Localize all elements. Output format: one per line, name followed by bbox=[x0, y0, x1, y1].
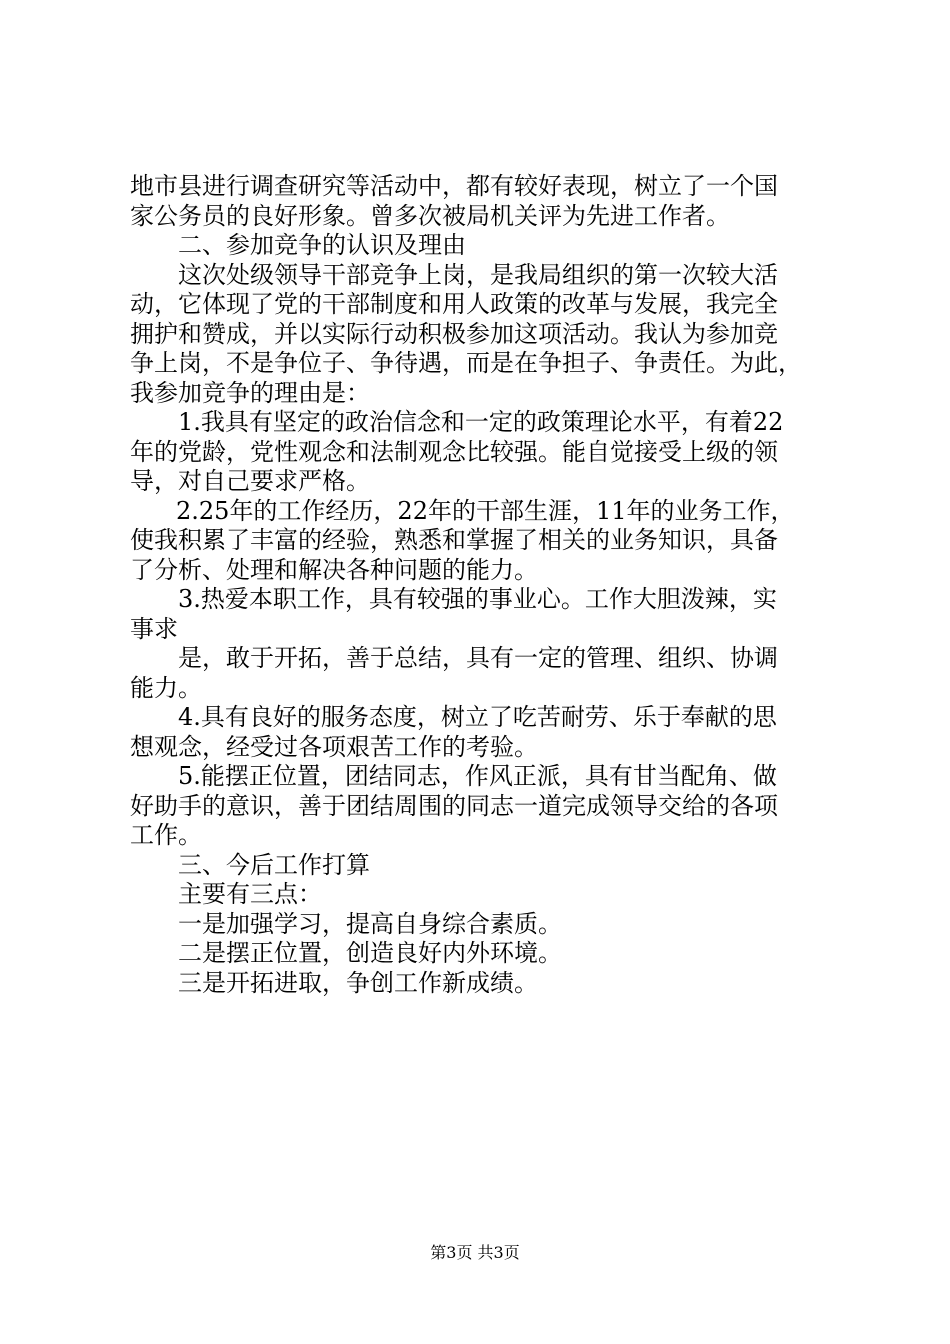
page-footer bbox=[0, 1243, 950, 1263]
plan-item: 二是摆正位置，创造良好内外环境。 bbox=[178, 939, 562, 967]
text-line: 导，对自己要求严格。 bbox=[130, 467, 370, 495]
section-heading: 二、参加竞争的认识及理由 bbox=[178, 231, 466, 259]
document-body bbox=[130, 172, 830, 998]
text-line: 年的党龄，党性观念和法制观念比较强。能自觉接受上级的领 bbox=[130, 437, 778, 466]
text-line: 想观念，经受过各项艰苦工作的考验。 bbox=[130, 732, 538, 761]
text-line: 好助手的意识，善于团结周围的同志一道完成领导交给的各项 bbox=[130, 791, 778, 820]
text-line: 我参加竞争的理由是： bbox=[130, 378, 370, 407]
text-line: 争上岗，不是争位子、争待遇，而是在争担子、争责任。为此， bbox=[130, 349, 802, 377]
list-item-1: 1.我具有坚定的政治信念和一定的政策理论水平，有着22 bbox=[178, 408, 784, 436]
text-line: 能力。 bbox=[130, 673, 202, 702]
text-line: 事求 bbox=[130, 614, 178, 643]
text-line: 主要有三点： bbox=[178, 880, 322, 908]
text-line: 是，敢于开拓，善于总结，具有一定的管理、组织、协调 bbox=[178, 644, 778, 672]
list-item-4: 4.具有良好的服务态度，树立了吃苦耐劳、乐于奉献的思 bbox=[178, 703, 777, 731]
plan-item: 一是加强学习，提高自身综合素质。 bbox=[178, 909, 562, 938]
text-line: 拥护和赞成，并以实际行动积极参加这项活动。我认为参加竞 bbox=[130, 319, 778, 348]
text-line: 地市县进行调查研究等活动中，都有较好表现，树立了一个国 bbox=[130, 172, 778, 200]
text-line: 使我积累了丰富的经验，熟悉和掌握了相关的业务知识，具备 bbox=[130, 526, 778, 554]
text-line: 家公务员的良好形象。曾多次被局机关评为先进工作者。 bbox=[130, 201, 730, 230]
plan-item: 三是开拓进取，争创工作新成绩。 bbox=[178, 968, 538, 997]
page-number: 第3页 共3页 bbox=[430, 1243, 520, 1262]
list-item-2: 2.25年的工作经历，22年的干部生涯，11年的业务工作， bbox=[176, 496, 795, 525]
section-heading: 三、今后工作打算 bbox=[178, 850, 370, 879]
list-item-3: 3.热爱本职工作，具有较强的事业心。工作大胆泼辣，实 bbox=[178, 585, 777, 613]
list-item-5: 5.能摆正位置，团结同志，作风正派，具有甘当配角、做 bbox=[178, 762, 777, 790]
text-line: 了分析、处理和解决各种问题的能力。 bbox=[130, 555, 538, 584]
text-line: 动，它体现了党的干部制度和用人政策的改革与发展，我完全 bbox=[130, 290, 778, 318]
text-line: 工作。 bbox=[130, 821, 202, 849]
text-line: 这次处级领导干部竞争上岗，是我局组织的第一次较大活 bbox=[178, 260, 778, 289]
